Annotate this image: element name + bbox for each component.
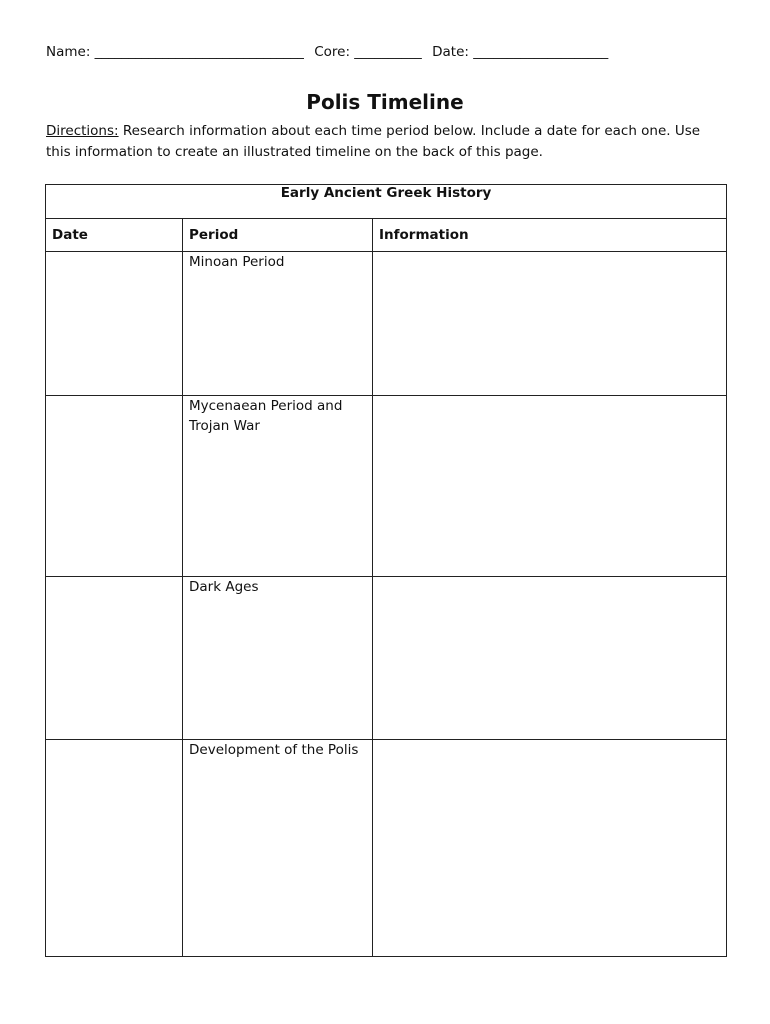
directions [46,121,726,163]
page-title: Polis Timeline [306,90,464,114]
date-cell[interactable] [46,396,183,577]
directions-text: Research information about each time period below. Include a date for each one. Use this information to create an illustrated timeline on the back of this page. [46,123,701,160]
date-cell[interactable] [46,740,183,957]
date-field[interactable]: Date: ____________________ [432,44,609,60]
name-field[interactable]: Name: _______________________________ [46,44,304,60]
information-cell[interactable] [373,577,727,740]
column-header-period: Period [183,219,373,252]
information-cell[interactable] [373,740,727,957]
date-cell[interactable] [46,252,183,396]
period-cell: Minoan Period [183,252,373,396]
information-cell[interactable] [373,252,727,396]
date-cell[interactable] [46,577,183,740]
column-header-date: Date [46,219,183,252]
table-caption: Early Ancient Greek History [46,185,727,219]
column-header-information: Information [373,219,727,252]
period-cell: Dark Ages [183,577,373,740]
period-cell: Mycenaean Period and Trojan War [183,396,373,577]
table-row [46,577,727,740]
header-fields [46,44,726,60]
period-cell: Development of the Polis [183,740,373,957]
table-row [46,396,727,577]
directions-label: Directions: [46,123,119,139]
timeline-table [45,184,727,957]
table-row [46,252,727,396]
table-row [46,740,727,957]
core-field[interactable]: Core: __________ [314,44,422,60]
information-cell[interactable] [373,396,727,577]
